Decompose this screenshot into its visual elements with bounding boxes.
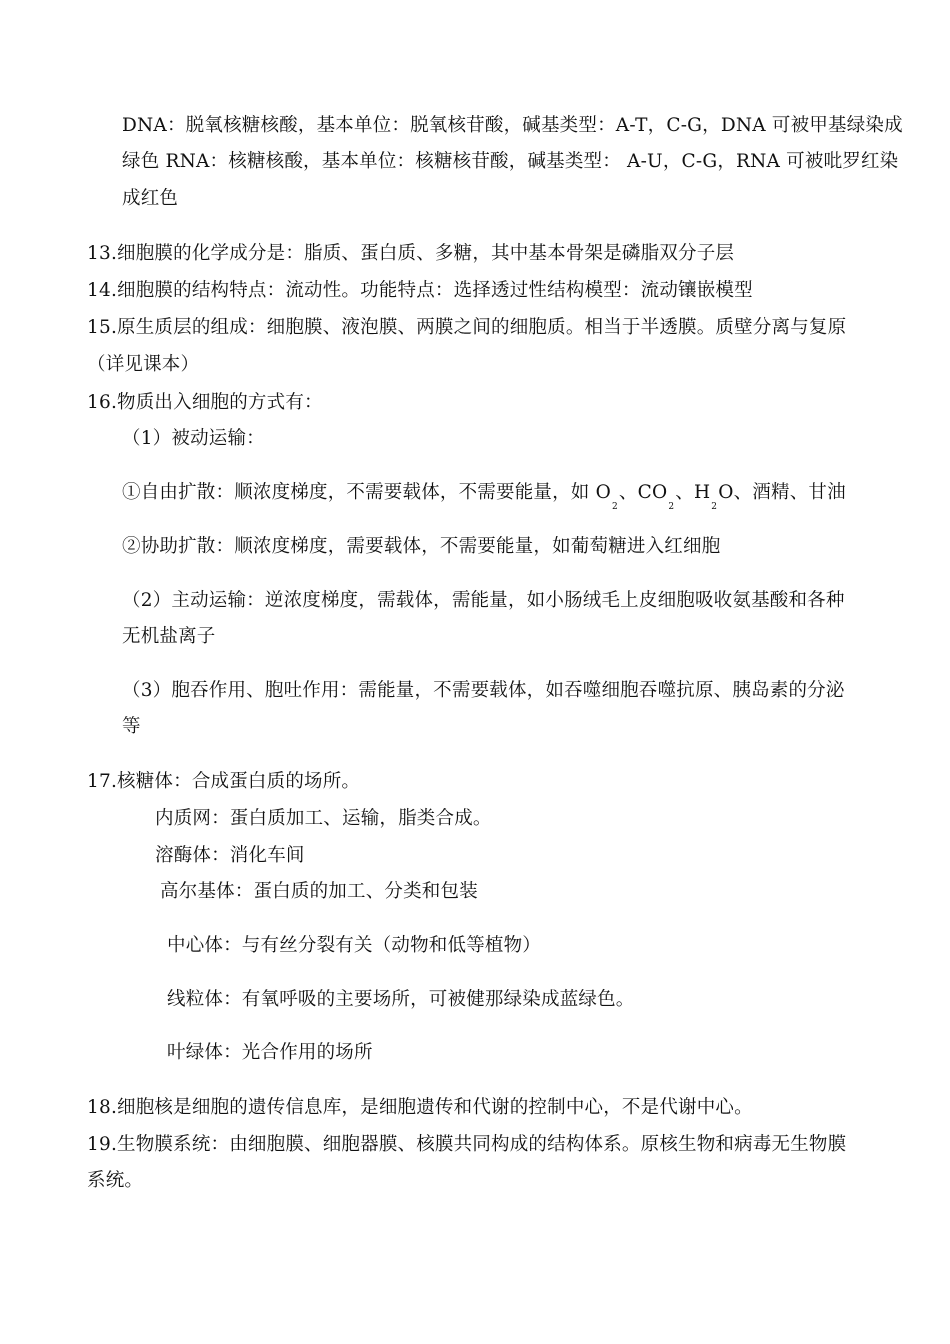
mitochondria-line: 线粒体：有氧呼吸的主要场所，可被健那绿染成蓝绿色。: [167, 989, 635, 1010]
facilitated-diffusion-line: ②协助扩散：顺浓度梯度，需要载体，不需要能量，如葡萄糖进入红细胞: [122, 536, 721, 557]
endoplasmic-reticulum-line: 内质网：蛋白质加工、运输，脂类合成。: [155, 808, 492, 829]
passive-transport-heading: （1）被动运输：: [122, 428, 265, 449]
item-18: 18.细胞核是细胞的遗传信息库，是细胞遗传和代谢的控制中心，不是代谢中心。: [87, 1097, 753, 1118]
free-diffusion-line: ①自由扩散：顺浓度梯度，不需要载体，不需要能量，如 $O_2$、$CO_2$、$H_2O$、酒精、甘油: [122, 482, 846, 512]
endocytosis-line-2: 等: [122, 716, 141, 737]
item-19: 19.生物膜系统：由细胞膜、细胞器膜、核膜共同构成的结构体系。原核生物和病毒无生物膜: [87, 1134, 847, 1155]
item-15-continued: （详见课本）: [87, 354, 200, 375]
item-19-continued: 系统。: [87, 1170, 144, 1191]
item-16: 16.物质出入细胞的方式有：: [87, 392, 323, 413]
item-13: 13.细胞膜的化学成分是：脂质、蛋白质、多糖，其中基本骨架是磷脂双分子层: [87, 243, 735, 264]
item-15: 15.原生质层的组成：细胞膜、液泡膜、两膜之间的细胞质。相当于半透膜。质壁分离与复原: [87, 317, 847, 338]
item-17: 17.核糖体：合成蛋白质的场所。: [87, 771, 361, 792]
golgi-line: 高尔基体：蛋白质的加工、分类和包装: [160, 881, 478, 902]
active-transport-line-1: （2）主动运输：逆浓度梯度，需载体，需能量，如小肠绒毛上皮细胞吸收氨基酸和各种: [122, 590, 845, 611]
dna-line-2: 绿色 RNA：核糖核酸，基本单位：核糖核苷酸，碱基类型： A-U，C-G，RNA 可被吡罗红染: [122, 151, 899, 172]
lysosome-line: 溶酶体：消化车间: [155, 845, 305, 866]
dna-line-3: 成红色: [122, 188, 179, 209]
dna-line-1: DNA：脱氧核糖核酸，基本单位：脱氧核苷酸，碱基类型：A-T，C-G，DNA 可被甲基绿染成: [122, 115, 903, 136]
active-transport-line-2: 无机盐离子: [122, 626, 216, 647]
endocytosis-line-1: （3）胞吞作用、胞吐作用：需能量，不需要载体，如吞噬细胞吞噬抗原、胰岛素的分泌: [122, 680, 845, 701]
centrosome-line: 中心体：与有丝分裂有关（动物和低等植物）: [167, 935, 542, 956]
item-14: 14.细胞膜的结构特点：流动性。功能特点：选择透过性结构模型：流动镶嵌模型: [87, 280, 753, 301]
chloroplast-line: 叶绿体：光合作用的场所: [167, 1042, 373, 1063]
